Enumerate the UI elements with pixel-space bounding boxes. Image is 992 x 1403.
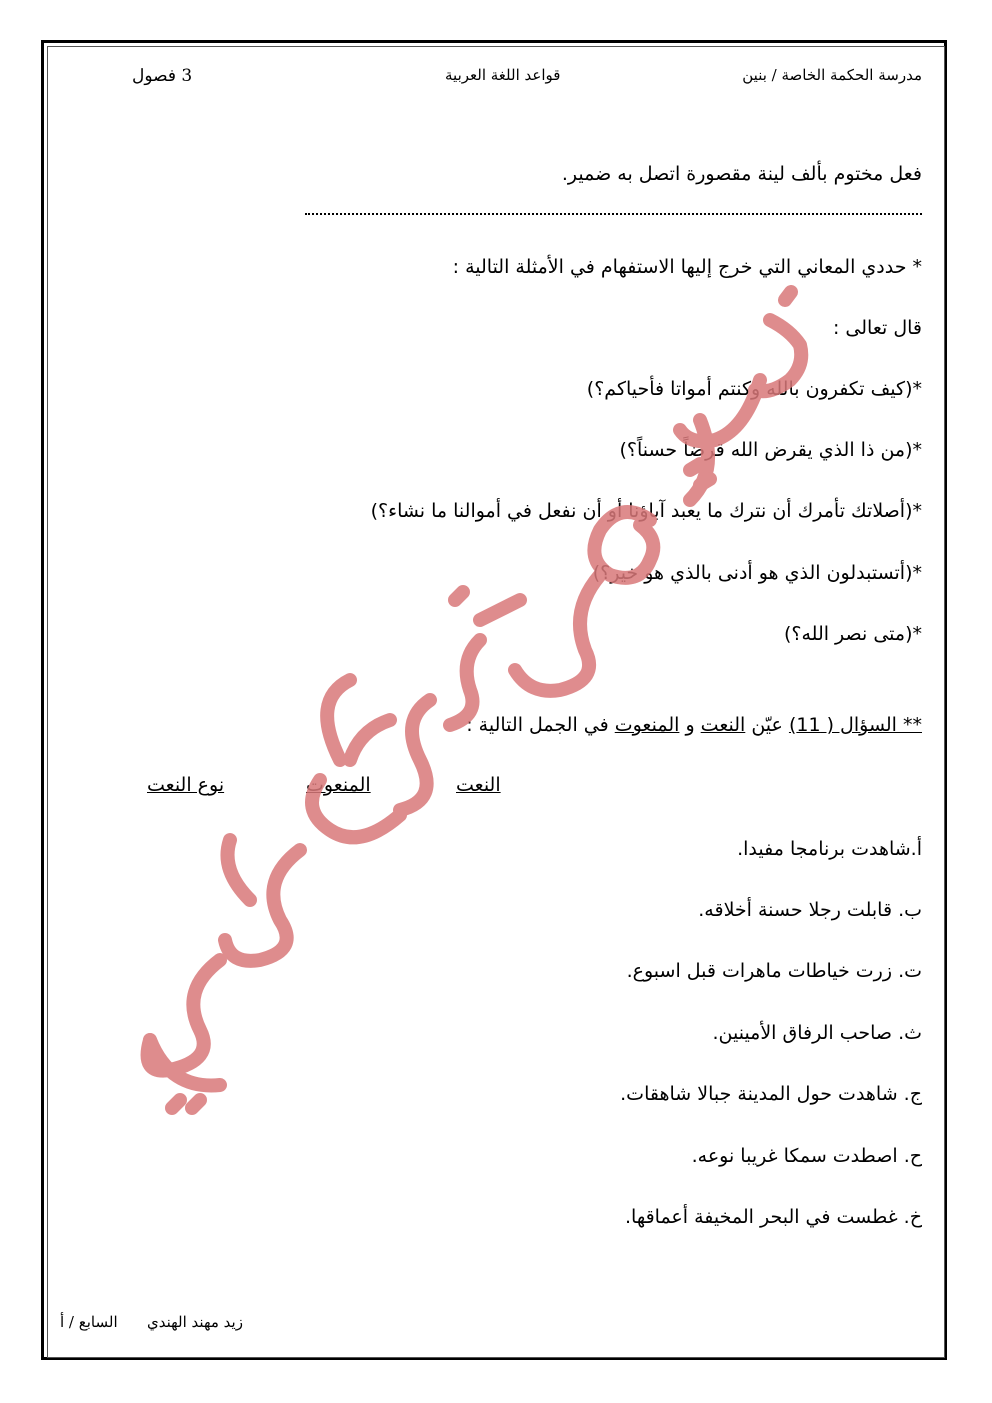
sentence-item: ب. قابلت رجلا حسنة أخلاقه. — [698, 899, 922, 921]
question-11-prefix: ** السؤال ( 11) — [788, 714, 922, 736]
question-11-word-manoot: المنعوت — [614, 714, 680, 736]
verse-item: *(أصلاتك تأمرك أن نترك ما يعبد آباؤنا أو أن نفعل في أموالنا ما نشاء؟) — [370, 500, 922, 522]
instruction-interrogative: * حددي المعاني التي خرج إليها الاستفهام في الأمثلة التالية : — [452, 256, 922, 278]
question-11-heading — [466, 714, 922, 736]
sentence-item: ح. اصطدت سمكا غريبا نوعه. — [691, 1145, 922, 1167]
school-name: مدرسة الحكمة الخاصة / بنين — [742, 66, 922, 84]
question-11-suffix: في الجمل التالية : — [466, 714, 609, 736]
term-label: 3 فصول — [132, 66, 193, 86]
question-11-word-naat: النعت — [700, 714, 746, 736]
verse-item: *(متى نصر الله؟) — [783, 623, 922, 645]
sentence-item: أ.شاهدت برنامجا مفيدا. — [737, 838, 922, 860]
verse-item: *(كيف تكفرون بالله وكنتم أمواتا فأحياكم؟) — [586, 378, 922, 400]
footer-author: زيد مهند الهندي — [147, 1313, 243, 1331]
question-11-conj: و — [685, 714, 695, 736]
subject-title: قواعد اللغة العربية — [445, 66, 561, 84]
sentence-item: ت. زرت خياطات ماهرات قبل اسبوع. — [626, 960, 922, 982]
sentence-item: ث. صاحب الرفاق الأمينين. — [712, 1022, 922, 1044]
column-header-naat-type: نوع النعت — [147, 774, 225, 796]
quote-intro: قال تعالى : — [832, 317, 922, 339]
intro-line: فعل مختوم بألف لينة مقصورة اتصل به ضمير. — [561, 163, 922, 185]
column-header-naat: النعت — [456, 774, 501, 796]
sentence-item: خ. غطست في البحر المخيفة أعماقها. — [624, 1206, 922, 1228]
verse-item: *(أتستبدلون الذي هو أدنى بالذي هو خير؟) — [592, 562, 922, 584]
dotted-answer-line — [305, 205, 922, 215]
question-11-verb: عيّن — [751, 714, 783, 736]
column-header-manoot: المنعوت — [306, 774, 371, 796]
verse-item: *(من ذا الذي يقرض الله قرضاً حسناً؟) — [619, 439, 922, 461]
sentence-item: ج. شاهدت حول المدينة جبالا شاهقات. — [620, 1083, 922, 1105]
footer-class: السابع / أ — [60, 1313, 118, 1331]
